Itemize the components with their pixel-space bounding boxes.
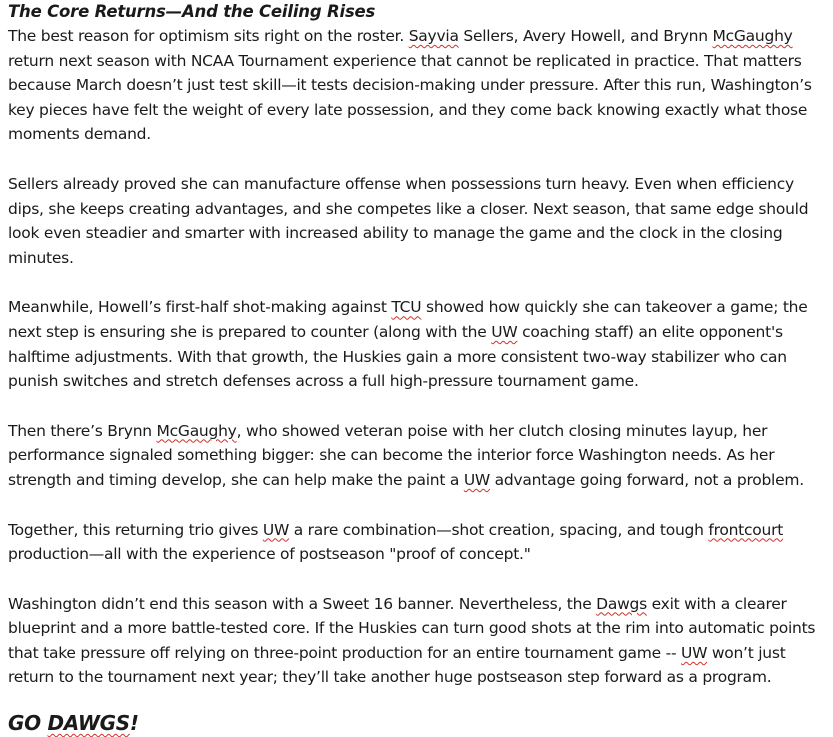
spelling-flagged-word: TCU — [391, 298, 422, 317]
paragraph-text: Meanwhile, Howell’s first-half shot-making against — [8, 298, 392, 317]
paragraph — [8, 419, 828, 493]
paragraph-text: Then there’s Brynn — [8, 421, 157, 440]
paragraph — [8, 172, 828, 270]
paragraph-text: coaching staff) an elite opponent's halftime adjustments. With that growth, the Huskies gain a more consistent two-way stabilizer who can punish switches and stretch defenses across a full high-pressure tournament game. — [8, 322, 787, 391]
paragraph-text: won’t just return to the tournament next year; they’ll take another huge postseason step forward as a program. — [8, 643, 786, 687]
document-body[interactable] — [8, 0, 828, 737]
spelling-flagged-word: UW — [491, 322, 518, 341]
spelling-flagged-word: Sayvia — [408, 27, 459, 45]
paragraph — [8, 592, 828, 690]
closing-line-suffix: ! — [129, 711, 139, 736]
paragraph-text: , who showed veteran poise with her clutch closing minutes layup, her performance signaled something bigger: she can become the interior force Washington needs. As her strength and timing develop, she can help make the paint a — [8, 421, 775, 489]
paragraph-text: Washington didn’t end this season with a Sweet 16 banner. Nevertheless, the — [8, 594, 597, 613]
paragraph-text: Sellers, Avery Howell, and Brynn — [458, 27, 713, 45]
closing-line-prefix: GO — [8, 711, 48, 736]
spelling-flagged-word: McGaughy — [156, 421, 237, 440]
spelling-flagged-word: McGaughy — [712, 27, 793, 45]
paragraph-text: exit with a clearer blueprint and a more battle-tested core. If the Huskies can turn good shots at the rim into automatic points that take pressure off relying on three-point production for an entire tournament game -- — [8, 594, 816, 662]
paragraph-text: advantage going forward, not a problem. — [489, 470, 804, 489]
paragraph-text: showed how quickly she can takeover a game; the next step is ensuring she is prepared to counter (along with the — [8, 298, 808, 341]
spelling-flagged-word: DAWGS — [47, 711, 130, 736]
paragraph-text: Sellers already proved she can manufacture offense when possessions turn heavy. Even when efficiency dips, she keeps creating advantages, and she competes like a closer. Next season, that same edge should look even steadier and smarter with increased ability to manage the game and the clock in the closing minutes. — [8, 174, 809, 267]
paragraph — [8, 518, 828, 567]
paragraph-list — [8, 24, 828, 690]
spelling-flagged-word: frontcourt — [708, 520, 784, 539]
spelling-flagged-word: UW — [262, 520, 290, 539]
paragraph-text: The best reason for optimism sits right on the roster. — [8, 27, 409, 45]
paragraph — [8, 24, 828, 147]
paragraph — [8, 295, 828, 393]
spelling-flagged-word: UW — [680, 643, 708, 662]
paragraph-text: return next season with NCAA Tournament experience that cannot be replicated in practice. That matters because March doesn’t just test skill—it tests decision-making under pressure. After this run, Washington’s key pieces have felt the weight of every late possession, and they come back knowing exactly what those moments demand. — [8, 51, 812, 144]
closing-line — [8, 709, 828, 737]
spelling-flagged-word: Dawgs — [596, 594, 647, 613]
spelling-flagged-word: UW — [463, 470, 490, 489]
section-heading: The Core Returns—And the Ceiling Rises — [8, 2, 376, 21]
paragraph-text: a rare combination—shot creation, spacing, and tough — [289, 520, 709, 539]
paragraph-text: Together, this returning trio gives — [8, 520, 263, 539]
paragraph-text: production—all with the experience of postseason "proof of concept." — [8, 545, 531, 564]
